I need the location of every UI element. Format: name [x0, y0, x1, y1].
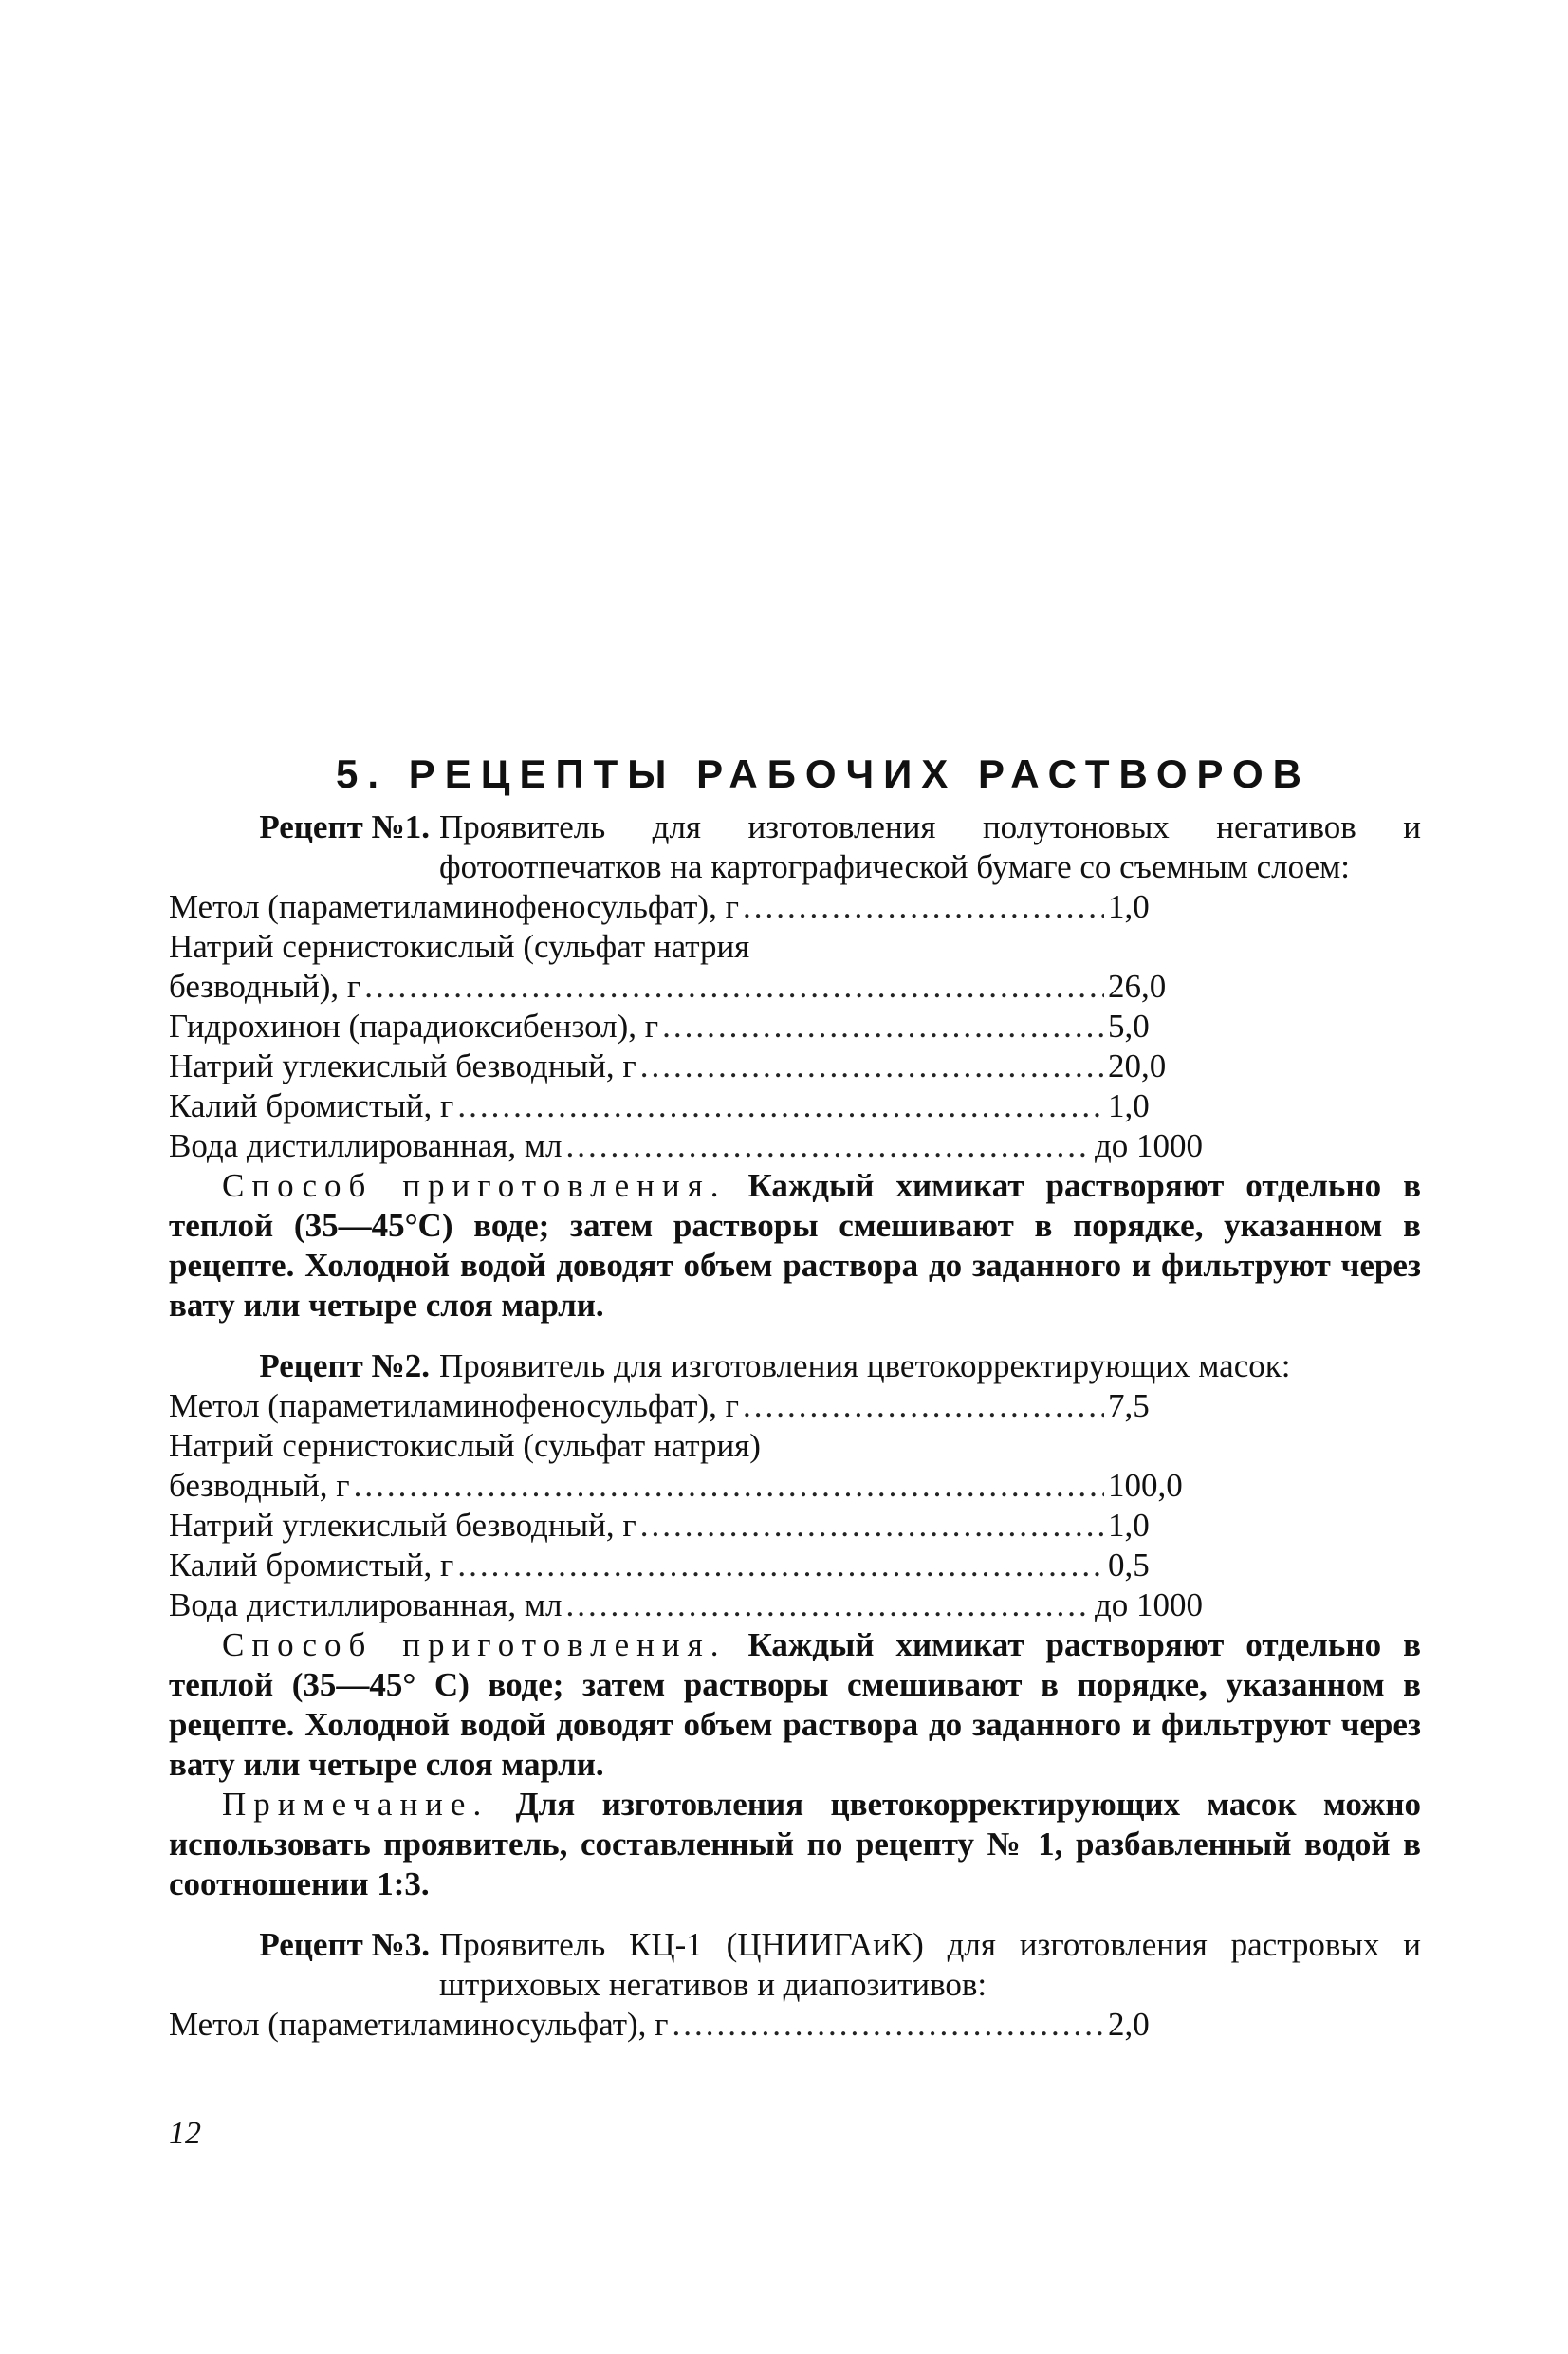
recipe-2-description: Проявитель для изготовления цветокорректирующих масок: [439, 1347, 1291, 1384]
recipe-2 [169, 1346, 1421, 1904]
section-title: 5. РЕЦЕПТЫ РАБОЧИХ РАСТВОРОВ [336, 751, 1311, 796]
ingredient-row [169, 1466, 1203, 1506]
recipe-3-ingredients [169, 2005, 1203, 2045]
ingredient-row [169, 1506, 1203, 1546]
ingredient-row [169, 1546, 1203, 1585]
recipe-2-ingredients [169, 1386, 1203, 1625]
method-text: Каждый химикат растворяют отдельно в теплой (35—45°С) воде; затем растворы смешивают в порядке, указанном в рецепте. Холодной водой доводят объем раствора до заданного и фильтруют через вату или четыре слоя марли. [169, 1167, 1422, 1324]
ingredient-value: 7,5 [1108, 1387, 1150, 1424]
ingredient-value: 1,0 [1108, 1087, 1150, 1124]
method-label: Способ приготовления. [222, 1167, 727, 1204]
ingredient-name-line: Натрий сернистокислый (сульфат натрия) [169, 1427, 761, 1464]
ingredient-row [169, 1126, 1203, 1166]
ingredient-name: Метол (параметиламинофеносульфат), г [169, 1387, 739, 1424]
spacer [169, 1325, 1421, 1346]
recipe-3-header [169, 1925, 1421, 2005]
ingredient-row [169, 1047, 1203, 1086]
ingredient-name: Калий бромистый, г [169, 1547, 454, 1584]
recipe-2-header [169, 1346, 1421, 1386]
ingredient-row [169, 1585, 1203, 1625]
ingredient-value: 100,0 [1108, 1467, 1183, 1504]
ingredient-name: Вода дистиллированная, мл [169, 1586, 563, 1623]
ingredient-name: Вода дистиллированная, мл [169, 1127, 563, 1164]
ingredient-name: Калий бромистый, г [169, 1087, 454, 1124]
recipe-1-method [169, 1166, 1421, 1325]
ingredient-value: до 1000 [1094, 1127, 1203, 1164]
recipe-1 [169, 807, 1421, 1325]
dot-leader [566, 1585, 1091, 1625]
ingredient-value: 5,0 [1108, 1008, 1150, 1045]
recipe-2-note [169, 1785, 1421, 1904]
dot-leader [457, 1086, 1104, 1126]
page-content [169, 751, 1422, 2045]
note-label: Примечание. [222, 1786, 489, 1823]
ingredient-name: безводный), г [169, 968, 361, 1005]
ingredient-row [169, 1007, 1203, 1047]
dot-leader [743, 887, 1104, 927]
ingredient-value: 1,0 [1108, 1507, 1150, 1544]
dot-leader [364, 967, 1104, 1007]
method-text: Каждый химикат растворяют отдельно в теплой (35—45° С) воде; затем растворы смешивают в порядке, указанном в рецепте. Холодной водой доводят объем раствора до заданного и фильтруют через вату или четыре слоя марли. [169, 1626, 1422, 1783]
ingredient-value: до 1000 [1094, 1586, 1203, 1623]
dot-leader [457, 1546, 1104, 1585]
method-label: Способ приготовления. [222, 1626, 727, 1663]
dot-leader [640, 1047, 1104, 1086]
ingredient-row [169, 1386, 1203, 1426]
recipe-1-description: Проявитель для изготовления полутоновых негативов и фотоотпечатков на картографической бумаге со съемным слоем: [439, 808, 1421, 885]
ingredient-row [169, 967, 1203, 1007]
dot-leader [673, 2005, 1104, 2045]
ingredient-name: безводный, г [169, 1467, 350, 1504]
recipe-3-description: Проявитель КЦ-1 (ЦНИИГАиК) для изготовления растровых и штриховых негативов и диапозитивов: [439, 1926, 1421, 2003]
recipe-3-label: Рецепт №3. [259, 1926, 430, 1963]
ingredient-value: 26,0 [1108, 968, 1167, 1005]
ingredient-value: 0,5 [1108, 1547, 1150, 1584]
recipe-2-label: Рецепт №2. [259, 1347, 430, 1384]
ingredient-name: Метол (параметиламинофеносульфат), г [169, 888, 739, 925]
dot-leader [640, 1506, 1104, 1546]
dot-leader [566, 1126, 1091, 1166]
recipe-2-method [169, 1625, 1421, 1785]
ingredient-name-line: Натрий сернистокислый (сульфат натрия [169, 928, 750, 965]
spacer [169, 1904, 1421, 1925]
recipe-1-ingredients [169, 887, 1203, 1166]
ingredient-value: 2,0 [1108, 2006, 1150, 2043]
ingredient-name: Натрий углекислый безводный, г [169, 1507, 636, 1544]
dot-leader [354, 1466, 1104, 1506]
page-number: 12 [169, 2116, 201, 2151]
dot-leader [743, 1386, 1104, 1426]
ingredient-row [169, 2005, 1203, 2045]
ingredient-row [169, 887, 1203, 927]
ingredient-name: Гидрохинон (парадиоксибензол), г [169, 1008, 659, 1045]
ingredient-name: Метол (параметиламиносульфат), г [169, 2006, 669, 2043]
recipe-1-header [169, 807, 1421, 887]
ingredient-row [169, 1086, 1203, 1126]
recipe-1-label: Рецепт №1. [259, 808, 430, 845]
note-text: Для изготовления цветокорректирующих масок можно использовать проявитель, составленный по рецепту № 1, разбавленный водой в соотношении 1:3. [169, 1786, 1422, 1902]
dot-leader [662, 1007, 1104, 1047]
recipe-3 [169, 1925, 1421, 2045]
ingredient-value: 20,0 [1108, 1047, 1167, 1084]
ingredient-name: Натрий углекислый безводный, г [169, 1047, 636, 1084]
ingredient-value: 1,0 [1108, 888, 1150, 925]
